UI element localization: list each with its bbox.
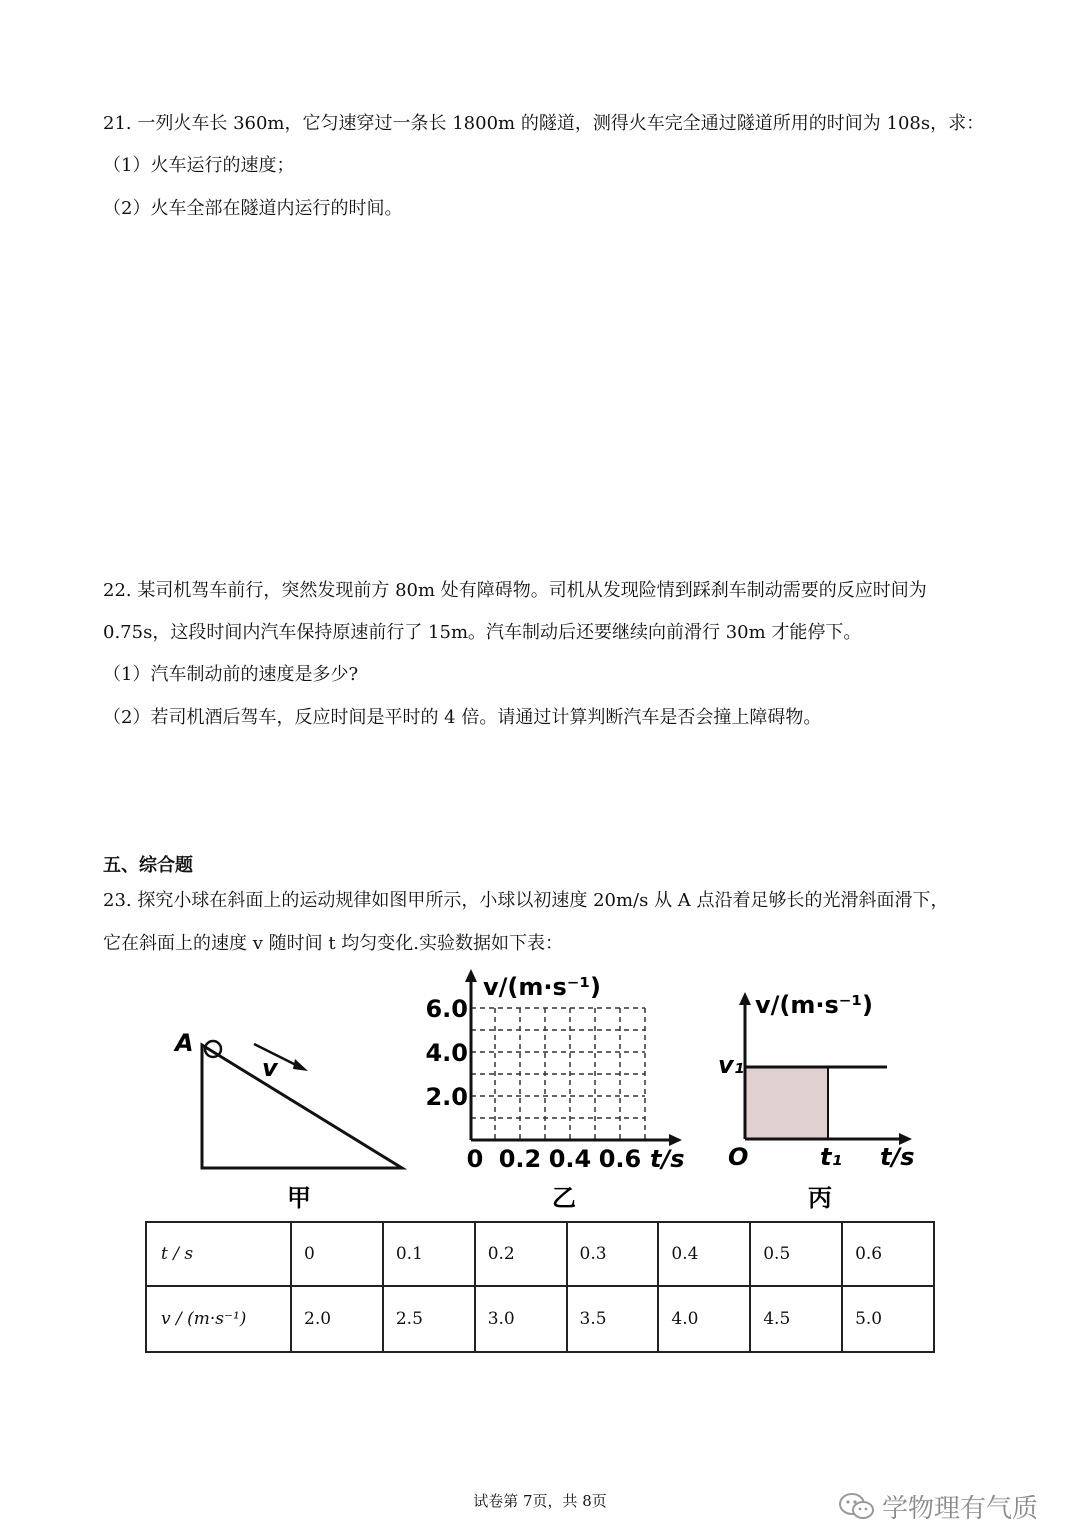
table-cell: 2.0 [291,1286,383,1352]
grid-lines [471,1008,645,1140]
page-footer: 试卷第 7页，共 8页 [473,1492,607,1510]
t1-label: t₁ [820,1143,842,1171]
table-header-v: v / (m·s⁻¹) [146,1286,291,1352]
table-cell: 3.0 [475,1286,567,1352]
table-cell: 0.4 [658,1222,750,1286]
yi-x-tick-02: 0.2 [498,1145,542,1173]
caption-yi: 乙 [552,1184,576,1212]
table-cell: 0 [291,1222,383,1286]
table-header-t: t / s [146,1222,291,1286]
shaded-area [745,1067,828,1139]
section-title: 五、综合题 [103,855,193,876]
yi-y-tick-2: 2.0 [425,1083,468,1111]
yi-y-tick-4: 4.0 [425,1039,468,1067]
table-cell: 0.1 [383,1222,475,1286]
q21-stem: 21. 一列火车长 360m，它匀速穿过一条长 1800m 的隧道，测得火车完全通过隧道所用的时间为 108s，求： [103,113,985,134]
figures-panel [150,965,930,1215]
velocity-arrowhead [293,1059,308,1071]
yi-x-axis-label: t/s [650,1145,685,1173]
velocity-label: v [262,1054,278,1082]
incline-triangle [202,1045,402,1168]
q22-stem-line2: 0.75s，这段时间内汽车保持原速前行了 15m。汽车制动后还要继续向前滑行 30m 才能停下。 [103,622,862,643]
table-row-time [146,1222,934,1286]
q21-part2: （2）火车全部在隧道内运行的时间。 [103,198,403,219]
v1-label: v₁ [718,1051,745,1079]
table-row-velocity [146,1286,934,1352]
q23-stem-line1: 23. 探究小球在斜面上的运动规律如图甲所示，小球以初速度 20m/s 从 A 点沿着足够长的光滑斜面滑下， [103,890,949,911]
yi-x-tick-04: 0.4 [548,1145,592,1173]
bing-x-axis-label: t/s [880,1143,915,1171]
yi-y-axis-label: v/(m·s⁻¹) [483,973,601,1001]
bing-y-axis-label: v/(m·s⁻¹) [755,991,873,1019]
q22-stem-line1: 22. 某司机驾车前行，突然发现前方 80m 处有障碍物。司机从发现险情到踩刹车制动需要的反应时间为 [103,580,927,601]
point-a-label: A [175,1029,194,1057]
table-cell: 4.0 [658,1286,750,1352]
wechat-icon [838,1492,876,1522]
table-cell: 4.5 [750,1286,842,1352]
caption-jia: 甲 [287,1184,311,1212]
table-cell: 5.0 [842,1286,934,1352]
watermark [838,1488,1038,1525]
table-cell: 3.5 [567,1286,659,1352]
q22-part1: （1）汽车制动前的速度是多少? [103,664,359,685]
q22-part2: （2）若司机酒后驾车，反应时间是平时的 4 倍。请通过计算判断汽车是否会撞上障碍物。 [103,707,822,728]
figure-jia [202,1041,402,1168]
bing-y-arrowhead [739,992,751,1005]
table-cell: 0.6 [842,1222,934,1286]
q21-part1: （1）火车运行的速度； [103,155,295,176]
data-table [145,1221,935,1353]
table-cell: 2.5 [383,1286,475,1352]
origin-label: O [728,1143,749,1171]
yi-y-arrowhead [465,969,477,982]
yi-x-tick-06: 0.6 [598,1145,642,1173]
yi-y-tick-6: 6.0 [425,995,468,1023]
yi-x-tick-0: 0 [466,1145,484,1173]
table-cell: 0.3 [567,1222,659,1286]
caption-bing: 丙 [808,1184,832,1212]
table-cell: 0.2 [475,1222,567,1286]
q23-stem-line2: 它在斜面上的速度 v 随时间 t 均匀变化.实验数据如下表： [103,933,564,954]
watermark-text: 学物理有气质 [882,1494,1039,1524]
table-cell: 0.5 [750,1222,842,1286]
